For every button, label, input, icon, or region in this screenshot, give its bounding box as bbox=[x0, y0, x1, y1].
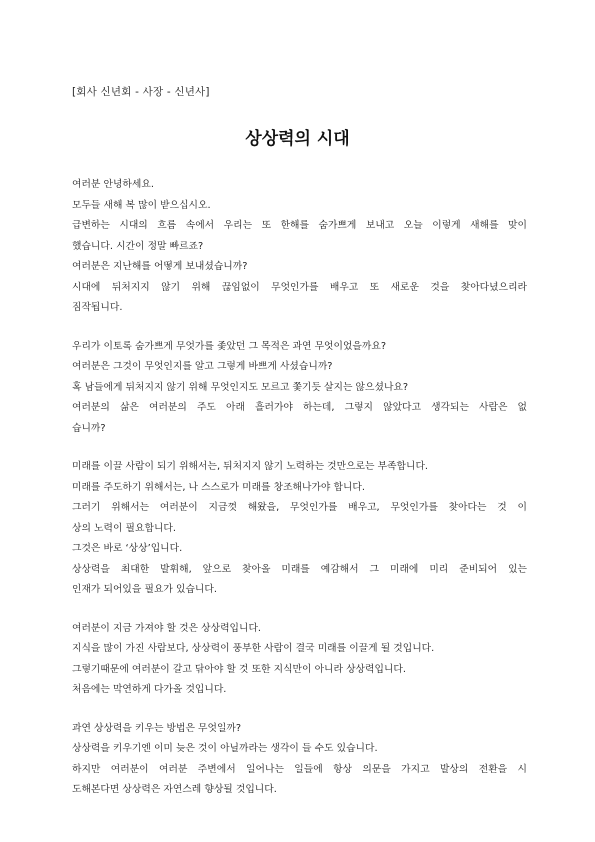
text-line: 하지만 여러분이 여러분 주변에서 일어나는 일들에 항상 의문을 가지고 발상의 전환을 시 bbox=[72, 763, 527, 775]
text-line: 시대에 뒤처지지 않기 위해 끊임없이 무엇인가를 배우고 또 새로운 것을 찾아다녔으리라 bbox=[72, 281, 527, 293]
text-line: 도해본다면 상상력은 자연스레 향상될 것입니다. bbox=[72, 784, 277, 795]
paragraph bbox=[72, 337, 527, 440]
document-body bbox=[72, 175, 527, 819]
text-line: 상상력을 키우기엔 이미 늦은 것이 아닐까라는 생각이 들 수도 있습니다. bbox=[72, 743, 378, 754]
text-line: 과연 상상력을 키우는 방법은 무엇일까? bbox=[72, 722, 242, 734]
text-line: 습니까? bbox=[72, 422, 106, 434]
text-line: 그러기 위해서는 여러분이 지금껏 해왔을, 무엇인가를 배우고, 무엇인가를 찾아다는 것 이 bbox=[72, 502, 527, 513]
paragraph bbox=[72, 457, 527, 601]
text-line: 지식을 많이 가진 사람보다, 상상력이 풍부한 사람이 결국 미래를 이끌게 될 것입니다. bbox=[72, 643, 435, 654]
paragraph bbox=[72, 175, 527, 319]
header-tag: [회사 신년회 - 사장 - 신년사] bbox=[72, 86, 210, 98]
text-line: 미래를 주도하기 위해서는, 나 스스로가 미래를 창조해나가야 합니다. bbox=[72, 481, 366, 493]
text-line: 여러분 안녕하세요. bbox=[72, 179, 154, 190]
text-line: 짐작됩니다. bbox=[72, 302, 123, 313]
text-line: 우리가 이토록 숨가쁘게 무엇가를 좇았던 그 목적은 과연 무엇이었을까요? bbox=[72, 340, 387, 352]
text-line: 상의 노력이 필요합니다. bbox=[72, 522, 176, 534]
text-line: 여러분은 지난해를 어떻게 보내셨습니까? bbox=[72, 261, 248, 272]
paragraph bbox=[72, 719, 527, 801]
text-line: 인재가 되어있을 필요가 있습니다. bbox=[72, 584, 217, 595]
text-line: 급변하는 시대의 흐름 속에서 우리는 또 한해를 숨가쁘게 보내고 오늘 이렇게 새해를 맞이 bbox=[72, 220, 527, 231]
paragraph bbox=[72, 619, 527, 701]
text-line: 그것은 바로 ‘상상’입니다. bbox=[72, 543, 183, 554]
text-line: 혹 남들에게 뒤처지지 않기 위해 무엇인지도 모르고 쫓기듯 살지는 않으셨나요? bbox=[72, 381, 409, 393]
text-line: 모두들 새해 복 많이 받으십시오. bbox=[72, 199, 211, 211]
text-line: 미래를 이끌 사람이 되기 위해서는, 뒤처지지 않기 노력하는 것만으로는 부족합니다. bbox=[72, 461, 429, 472]
text-line: 상상력을 최대한 발휘해, 앞으로 찾아올 미래를 예감해서 그 미래에 미리 준비되어 있는 bbox=[72, 563, 527, 575]
document-title: 상상력의 시대 bbox=[245, 129, 350, 149]
text-line: 여러분의 삶은 여러분의 주도 아래 흘러가야 하는데, 그렇지 않았다고 생각되는 사람은 없 bbox=[72, 402, 527, 413]
text-line: 했습니다. 시간이 정말 빠르죠? bbox=[72, 240, 204, 252]
text-line: 그렇기때문에 여러분이 갈고 닦아야 할 것 또한 지식만이 아니라 상상력입니다. bbox=[72, 663, 406, 675]
text-line: 여러분은 그것이 무엇인지를 알고 그렇게 바쁘게 사셨습니까? bbox=[72, 361, 333, 372]
text-line: 처음에는 막연하게 다가올 것입니다. bbox=[72, 684, 227, 695]
text-line: 여러분이 지금 가져야 할 것은 상상력입니다. bbox=[72, 622, 262, 634]
